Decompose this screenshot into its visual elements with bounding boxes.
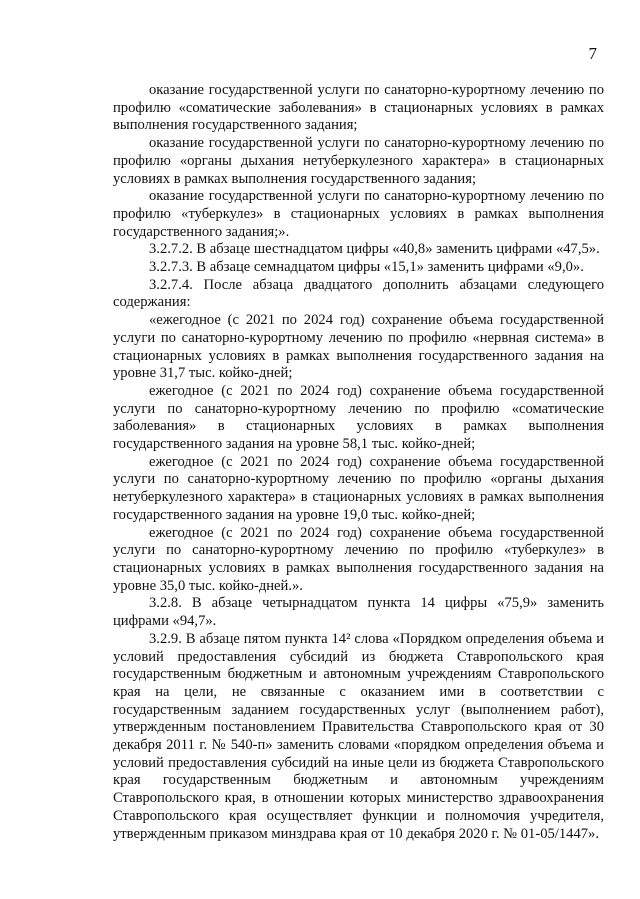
paragraph: «ежегодное (с 2021 по 2024 год) сохранение объема государственной услуги по санаторно-курортному лечению по профилю «нервная система» в стационарных условиях в рамках выполнения государственного задания на уровне 31,7 тыс. койко-дней; <box>113 312 604 382</box>
paragraph: 3.2.7.3. В абзаце семнадцатом цифры «15,1» заменить цифрами «9,0». <box>149 259 584 276</box>
paragraph: оказание государственной услуги по санаторно-курортному лечению по профилю «туберкулез» в стационарных условиях в рамках выполнения государственного задания;». <box>113 188 604 240</box>
paragraph: 3.2.7.4. После абзаца двадцатого дополнить абзацами следующего содержания: <box>113 276 604 311</box>
document-body <box>113 82 604 843</box>
paragraph: оказание государственной услуги по санаторно-курортному лечению по профилю «органы дыхания нетуберкулезного характера» в стационарных условиях в рамках выполнения государственного задания; <box>113 135 604 187</box>
paragraph: 3.2.9. В абзаце пятом пункта 14² слова «Порядком определения объема и условий предоставления субсидий из бюджета Ставропольского края государственным бюджетным и автономным учреждениям Ставропольского края на цели, не связанные с оказанием ими в соответствии с государственным заданием государственных услуг (выполнением работ), утвержденным постановлением Правительства Ставропольского края от 30 декабря 2011 г. № 540-п» заменить словами «порядком определения объема и условий предоставления субсидий на иные цели из бюджета Ставропольского края государственным бюджетным и автономным учреждениям Ставропольского края, в отношении которых министерство здравоохранения Ставропольского края осуществляет функции и полномочия учредителя, утвержденным приказом минздрава края от 10 декабря 2020 г. № 01-05/1447». <box>113 630 604 842</box>
paragraph: ежегодное (с 2021 по 2024 год) сохранение объема государственной услуги по санаторно-курортному лечению по профилю «туберкулез» в стационарных условиях в рамках выполнения государственного задания на уровне 35,0 тыс. койко-дней.». <box>113 524 604 594</box>
paragraph: 3.2.8. В абзаце четырнадцатом пункта 14 цифры «75,9» заменить цифрами «94,7». <box>113 595 604 630</box>
paragraph: ежегодное (с 2021 по 2024 год) сохранение объема государственной услуги по санаторно-курортному лечению по профилю «органы дыхания нетуберкулезного характера» в стационарных условиях в рамках выполнения государственного задания на уровне 19,0 тыс. койко-дней; <box>113 453 604 523</box>
paragraph: оказание государственной услуги по санаторно-курортному лечению по профилю «соматические заболевания» в стационарных условиях в рамках выполнения государственного задания; <box>113 82 604 134</box>
paragraph: 3.2.7.2. В абзаце шестнадцатом цифры «40,8» заменить цифрами «47,5». <box>149 241 600 258</box>
paragraph: ежегодное (с 2021 по 2024 год) сохранение объема государственной услуги по санаторно-курортному лечению по профилю «соматические заболевания» в стационарных условиях в рамках выполнения государственного задания на уровне 58,1 тыс. койко-дней; <box>113 382 604 453</box>
page-number: 7 <box>588 44 597 63</box>
